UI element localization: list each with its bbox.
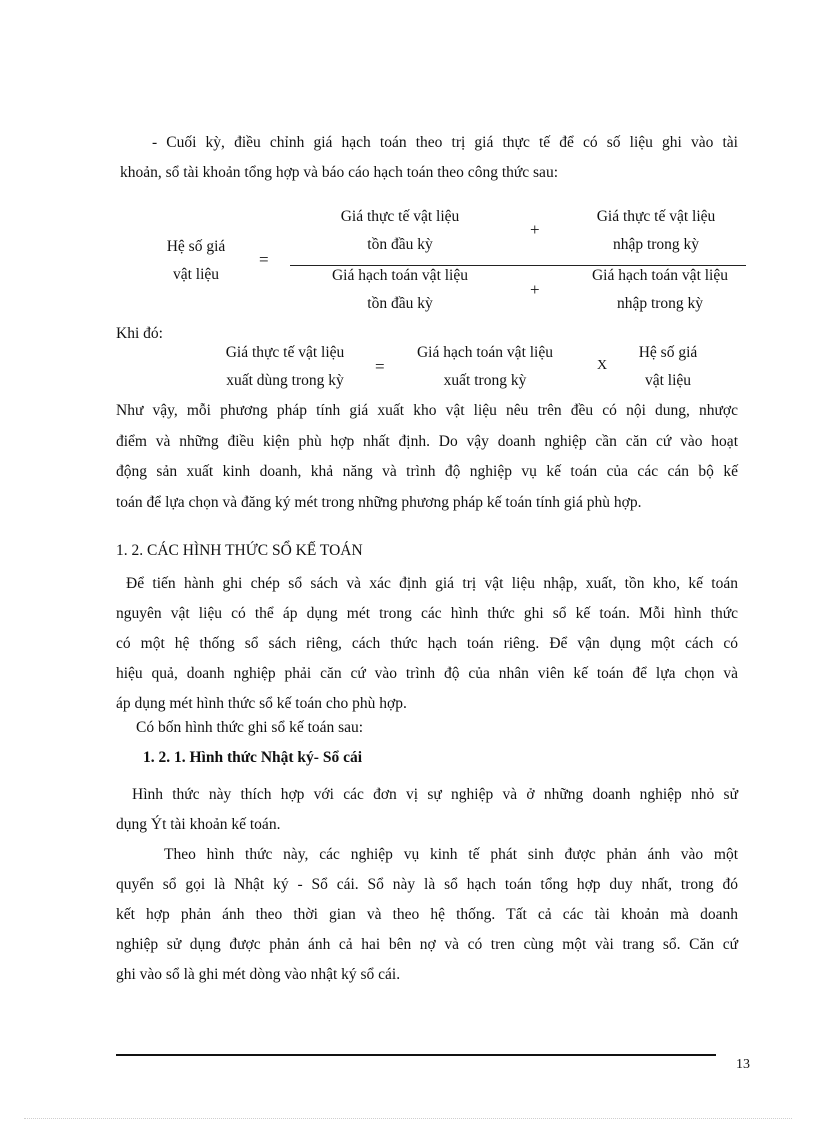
paragraph-four-forms: Có bốn hình thức ghi sổ kế toán sau: [136,719,364,736]
para4-line-2: dụng Ýt tài khoản kế toán. [116,816,281,833]
formula2-a [200,339,370,395]
footer-rule [116,1054,716,1056]
formula1-den-left-line1: Giá hạch toán vật liệu [331,267,468,284]
formula1-lhs-line1: Hệ số giá [166,238,226,255]
formula1-numerator-plus: + [530,220,540,239]
formula1-den-left-line2: tồn đầu kỳ [367,295,433,312]
formula1-denominator-right [560,262,760,318]
formula2-c [620,339,716,395]
intro-line-1: - Cuối kỳ, điều chỉnh giá hạch toán theo trị giá thực tế để có số liệu ghi vào tài [152,134,738,151]
para5-line-3: kết hợp phản ánh theo thời gian và theo hệ thống. Tất cả các tài khoản mà doanh [116,906,738,923]
paragraph-forms-intro [116,569,738,719]
page-bottom-dotted-border [24,1118,792,1119]
formula2-equals: = [375,357,385,376]
formula2-a-line1: Giá thực tế vật liệu [225,344,345,361]
section-heading: 1. 2. CÁC HÌNH THỨC SỔ KẾ TOÁN [116,542,363,559]
page-number: 13 [736,1057,750,1072]
formula1-den-right-line2: nhập trong kỳ [616,295,704,312]
intro-paragraph [120,128,738,187]
formula1-num-left-line2: tồn đầu kỳ [367,236,433,253]
formula1-numerator-left [310,203,490,259]
para2-line-4: hiệu quả, doanh nghiệp phải căn cứ vào trình độ của nhân viên kế toán để lựa chọn và [116,665,738,682]
para2-line-2: nguyên vật liệu có thể áp dụng mét trong các hình thức ghi sổ kế toán. Mỗi hình thức [116,605,738,622]
formula1-num-right-line1: Giá thực tế vật liệu [596,208,716,225]
para1-line-3: động sản xuất kinh doanh, khả năng và trình độ nghiệp vụ kế toán của các cán bộ kế [116,463,738,480]
para5-line-5: ghi vào sổ là ghi mét dòng vào nhật ký sổ cái. [116,966,401,983]
para2-line-5: áp dụng mét hình thức sổ kế toán cho phù hợp. [116,695,407,712]
formula2-times: X [597,358,608,373]
para1-line-4: toán để lựa chọn và đăng ký mét trong những phương pháp kế toán tính giá phù hợp. [116,493,642,511]
paragraph-procedure [116,840,738,990]
paragraph-comparison [116,396,738,518]
formula2-c-line1: Hệ số giá [638,344,698,361]
formula2-b-line2: xuất trong kỳ [443,372,527,389]
para1-line-1: Như vậy, mỗi phương pháp tính giá xuất kho vật liệu nêu trên đều có nội dung, nhược [116,402,738,419]
formula1-num-left-line1: Giá thực tế vật liệu [340,208,460,225]
formula1-equals: = [259,250,269,269]
para2-line-3: có một hệ thống sổ sách riêng, cách thức hạch toán riêng. Để vận dụng một cách có [116,635,738,652]
para5-line-4: nghiệp sử dụng được phản ánh cả hai bên nợ và có tren cùng một vài trang sổ. Căn cứ [116,936,738,953]
para4-line-1: Hình thức này thích hợp với các đơn vị sự nghiệp và ở những doanh nghiệp nhỏ sử [132,786,738,803]
paragraph-suitability [116,780,738,840]
khi-do-label: Khi đó: [116,325,163,342]
formula1-num-right-line2: nhập trong kỳ [612,236,700,253]
formula2-b-line1: Giá hạch toán vật liệu [416,344,553,361]
formula1-den-right-line1: Giá hạch toán vật liệu [591,267,728,284]
formula1-lhs-line2: vật liệu [172,266,220,283]
formula1-numerator-right [566,203,746,259]
formula2-b [395,339,575,395]
para2-line-1: Để tiến hành ghi chép sổ sách và xác định giá trị vật liệu nhập, xuất, tồn kho, kế toán [126,575,738,592]
formula2-a-line2: xuất dùng trong kỳ [226,372,344,389]
formula1-denominator-plus: + [530,280,540,299]
para5-line-1: Theo hình thức này, các nghiệp vụ kinh tế phát sinh được phản ánh vào một [164,846,738,863]
formula1-lhs [146,233,246,289]
intro-line-2: khoản, sổ tài khoản tổng hợp và báo cáo hạch toán theo công thức sau: [120,163,558,181]
para1-line-2: điểm và những điều kiện phù hợp nhất định. Do vậy doanh nghiệp cần căn cứ vào hoạt [116,432,738,450]
formula2-c-line2: vật liệu [644,372,692,389]
formula1-denominator-left [300,262,500,318]
para5-line-2: quyển sổ gọi là Nhật ký - Sổ cái. Sổ này là sổ hạch toán tổng hợp duy nhất, trong đó [116,876,738,893]
subheading-nhat-ky-so-cai: 1. 2. 1. Hình thức Nhật ký- Sổ cái [143,749,363,766]
